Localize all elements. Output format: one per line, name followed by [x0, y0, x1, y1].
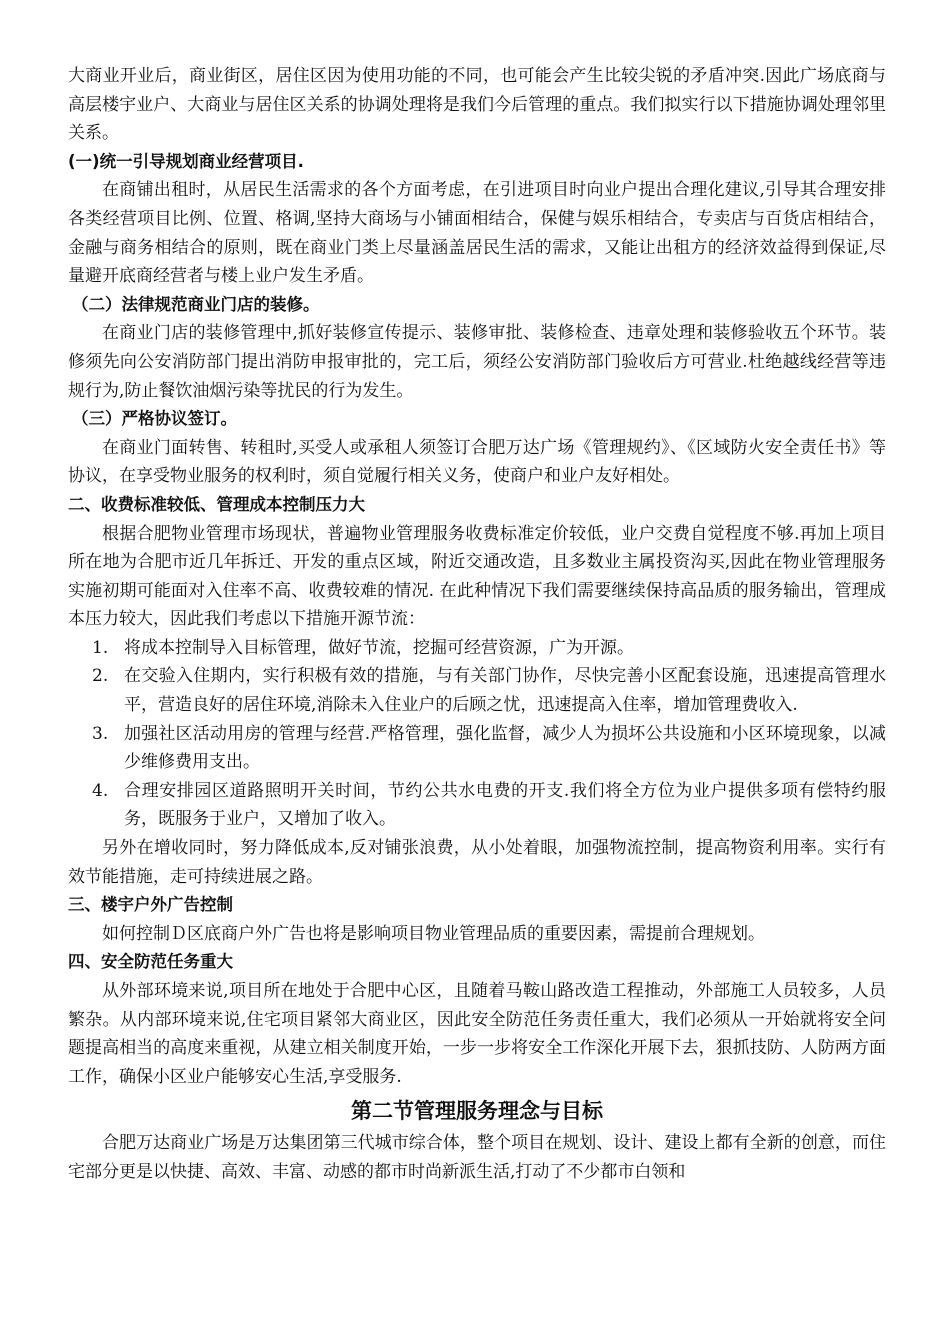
- paragraph-cost-saving: 另外在增收同时，努力降低成本,反对铺张浪费，从小处着眼，加强物流控制，提高物资利用率。实行有效节能措施，走可持续进展之路。: [68, 838, 886, 887]
- document-page: [68, 62, 886, 1187]
- heading-unified-planning: (一)统一引导规划商业经营项目.: [68, 151, 304, 171]
- heading-advertising: 三、楼宇户外广告控制: [68, 895, 233, 915]
- list-item-text: 合理安排园区道路照明开关时间，节约公共水电费的开支.我们将全方位为业户提供多项有偿特约服务，既服务于业户，又增加了收入。: [124, 780, 886, 830]
- paragraph-unified-planning: 在商铺出租时，从居民生活需求的各个方面考虑，在引进项目时向业户提出合理化建议,引导其合理安排各类经营项目比例、位置、格调,坚持大商场与小铺面相结合，保健与娱乐相结合，专卖店与百货店相结合，金融与商务相结合的原则，既在商业门类上尽量涵盖居民生活的需求，又能让出租方的经济效益得到保证,尽量避开底商经营者与楼上业户发生矛盾。: [68, 180, 886, 287]
- paragraph-cost-pressure: 根据合肥物业管理市场现状，普遍物业管理服务收费标准定价较低，业户交费自觉程度不够.再加上项目所在地为合肥市近几年拆迁、开发的重点区域，附近交通改造，且多数业主属投资沟买,因此在物业管理服务实施初期可能面对入住率不高、收费较难的情况. 在此种情况下我们需要继续保持高品质的服务输出，管理成本压力较大，因此我们考虑以下措施开源节流：: [68, 523, 886, 630]
- list-item: [68, 634, 886, 663]
- heading-renovation: （二）法律规范商业门店的装修。: [72, 294, 320, 314]
- paragraph-advertising: 如何控制Ｄ区底商户外广告也将是影响项目物业管理品质的重要因素，需提前合理规划。: [102, 923, 765, 944]
- list-item: [68, 720, 886, 777]
- list-item-number: 1.: [92, 637, 109, 658]
- heading-cost-pressure: 二、收费标准较低、管理成本控制压力大: [68, 494, 365, 514]
- list-item-text: 在交验入住期内，实行积极有效的措施，与有关部门协作，尽快完善小区配套设施，迅速提高管理水平，营造良好的居住环境,消除未入住业户的后顾之忧，迅速提高入住率，增加管理费收入.: [124, 666, 886, 716]
- list-item-text: 将成本控制导入目标管理，做好节流，挖掘可经营资源，广为开源。: [124, 637, 634, 658]
- paragraph-security: 从外部环境来说,项目所在地处于合肥中心区，且随着马鞍山路改造工程推动，外部施工人员较多，人员繁杂。从内部环境来说,住宅项目紧邻大商业区，因此安全防范任务责任重大，我们必须从一开始就将安全问题提高相当的高度来重视，从建立相关制度开始，一步一步将安全工作深化开展下去，狠抓技防、人防两方面工作，确保小区业户能够安心生活,享受服务.: [68, 981, 886, 1087]
- measures-list: [68, 634, 886, 834]
- intro-paragraph: 大商业开业后，商业街区，居住区因为使用功能的不同，也可能会产生比较尖锐的矛盾冲突.因此广场底商与高层楼宇业户、大商业与居住区关系的协调处理将是我们今后管理的重点。我们拟实行以下措施协调处理邻里关系。: [68, 66, 886, 144]
- list-item-text: 加强社区活动用房的管理与经营.严格管理，强化监督，减少人为损坏公共设施和小区环境现象，以减少维修费用支出。: [124, 723, 886, 773]
- paragraph-renovation: 在商业门店的装修管理中,抓好装修宣传提示、装修审批、装修检查、违章处理和装修验收五个环节。装修须先向公安消防部门提出消防申报审批的，完工后，须经公安消防部门验收后方可营业.杜绝越线经营等违规行为,防止餐饮油烟污染等扰民的行为发生。: [68, 323, 886, 401]
- paragraph-section-intro: 合肥万达商业广场是万达集团第三代城市综合体，整个项目在规划、设计、建设上都有全新的创意，而住宅部分更是以快捷、高效、丰富、动感的都市时尚新派生活,打动了不少都市白领和: [68, 1133, 886, 1182]
- paragraph-agreement: 在商业门面转售、转租时,买受人或承租人须签订合肥万达广场《管理规约》、《区域防火安全责任书》等协议，在享受物业服务的权利时，须自觉履行相关义务，使商户和业户友好相处。: [68, 437, 886, 487]
- heading-agreement: （三）严格协议签订。: [72, 409, 237, 429]
- list-item-number: 2.: [92, 666, 109, 687]
- list-item: [68, 777, 886, 834]
- list-item-number: 4.: [92, 780, 109, 801]
- list-item-number: 3.: [92, 723, 109, 744]
- section-title: 第二节管理服务理念与目标: [351, 1099, 603, 1124]
- heading-security: 四、安全防范任务重大: [68, 952, 233, 972]
- list-item: [68, 662, 886, 719]
